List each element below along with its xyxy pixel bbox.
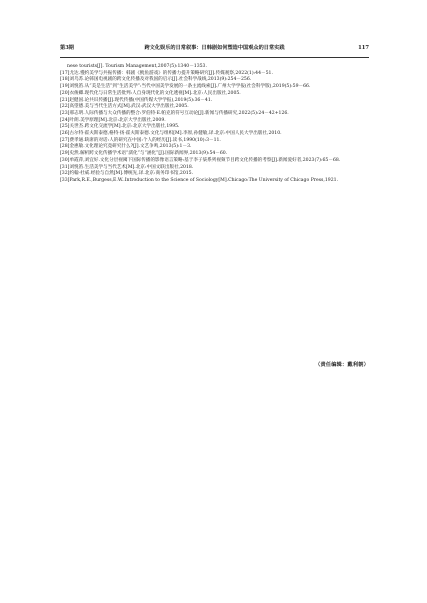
reference-text: 费孝通.缺席的对话:人的研究在中国:个人的经历[J].读书,1990(10):3－11. [69, 137, 221, 143]
reference-text: nese tourists[J]. Tourism Management,2007(5):1340－1353. [67, 64, 207, 69]
reference-number: [21] [60, 97, 70, 103]
reference-item [60, 131, 370, 138]
reference-item [60, 104, 370, 111]
reference-text: 高望德.美与当代生活方式[M].武汉:武汉大学出版社,2005. [69, 104, 189, 110]
page-number: 117 [358, 45, 369, 51]
reference-item [60, 158, 370, 165]
reference-item [60, 151, 370, 158]
reference-number: [29] [60, 151, 70, 157]
reference-number: [33] [60, 177, 70, 183]
reference-number: [19] [60, 84, 70, 90]
reference-item [60, 64, 370, 71]
reference-number: [24] [60, 117, 70, 123]
responsible-editor: （责任编辑：戴利朝） [315, 362, 369, 368]
reference-text: 刘乌苏.论韩国电视剧的跨文化传播及对我国的启示[J].社会科学战线,2013(9):254－256. [69, 77, 252, 83]
reference-number: [17] [60, 70, 70, 76]
reference-text: 金惠敏.文化理论究竟研究什么?[J].文艺争鸣,2013(5):1－3. [69, 144, 192, 150]
reference-number: [18] [60, 77, 70, 83]
issue-number: 第3期 [60, 45, 74, 51]
reference-number: [30] [60, 157, 70, 163]
reference-text: 叶朗.美学原理[M].北京:北京大学出版社,2009. [69, 117, 166, 123]
reference-number: [26] [60, 131, 70, 137]
reference-list [60, 64, 370, 185]
reference-item [60, 111, 370, 118]
reference-text: 单霞萍,刘宜好.文化分层视阈下国际传播的影像语言策略:基于李子柒系列视频节目跨文化传播的考察[J].新闻爱好者,2023(7):65－68. [69, 157, 341, 163]
reference-number: [25] [60, 124, 70, 130]
reference-number: [23] [60, 110, 70, 116]
reference-text: 衣俊卿.现代化与日常生活批判:人自身现代化的文化透视[M].北京:人民出版社,2005. [69, 90, 241, 96]
reference-text: Park,R.E.,Burgess,E.W..Introduction to the Science of Sociology[M].Chicago:The University of Chicago Press,1921. [69, 177, 339, 183]
reference-number: [22] [60, 104, 70, 110]
reference-number: [28] [60, 144, 70, 150]
reference-text: 史然.解析跨文化传播学术语“濡化”与“涵化”[J].国际新闻界,2013(9):54－60. [69, 151, 228, 157]
running-title: 跨文化娱乐的日常叙事：日韩剧如何塑造中国观众的日常实践 [144, 45, 285, 51]
reference-text: 刘悦笛.从“美是生活”到“生活美学”:当代中国美学发展的一条主流线索[J].广州大学学报(社会科学版),2019(5):59－66. [69, 84, 311, 90]
reference-item [60, 84, 370, 91]
reference-text: 约翰·杜威.经验与自然[M].傅统先,译.北京:商务印书馆,2015. [69, 171, 194, 177]
reference-text: 古尔特·霍夫斯泰德,格特·扬·霍夫斯泰德.文化与组织[M].李原,孙健敏,译.北京:中国人民大学出版社,2010. [69, 131, 282, 137]
reference-item [60, 91, 370, 98]
reference-text: 刘悦笛.生活美学与当代艺术[M].北京:中国文联出版社,2018. [69, 164, 194, 170]
reference-text: 关世杰.跨文化交流学[M].北京:北京大学出版社,1995. [69, 124, 180, 130]
running-header [60, 44, 369, 58]
reference-text: 赵健国.论共识传播[J].现代传播(中国传媒大学学报),2019(5):36－41. [69, 97, 213, 103]
reference-item [60, 178, 370, 185]
reference-number: [20] [60, 90, 70, 96]
reference-number: [27] [60, 137, 70, 143]
reference-number: [31] [60, 164, 70, 170]
reference-text: 尤达.慢约美学与共振传播：韩剧《鱿鱼游戏》的传播力提升策略研究[J].传媒观察,2022(1):44－51. [69, 70, 273, 76]
reference-item [60, 171, 370, 178]
reference-text: 邢志明.人际传播与大众传播的整合:罗伯特·E.帕克的符号互动论[J].新闻与传播研究,2022(5):24－42+126. [69, 110, 289, 116]
reference-number: [32] [60, 171, 70, 177]
